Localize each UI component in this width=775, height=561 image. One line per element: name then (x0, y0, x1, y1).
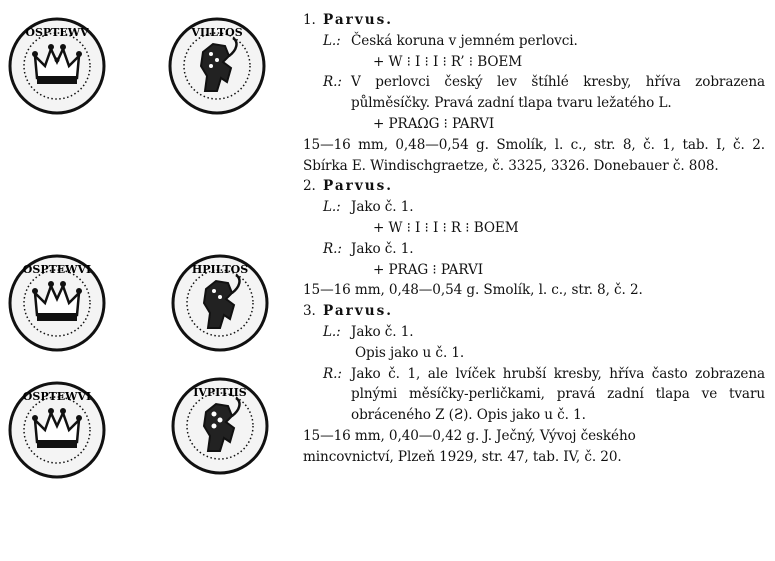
entry-3-obverse (303, 322, 765, 343)
entry-1-obverse (303, 31, 765, 52)
entry-1-obverse-desc: Česká koruna v jemném perlovci. (351, 32, 578, 49)
entry-2-obverse (303, 197, 765, 218)
entry-2-title (303, 176, 765, 197)
entry-1-title (303, 10, 765, 31)
catalogue-text (303, 10, 765, 468)
entry-2-reverse-desc: Jako č. 1. (351, 240, 414, 257)
coin-1-obverse-crown (7, 16, 107, 116)
coin-2-reverse-lion (170, 253, 270, 353)
entry-3-obverse-legend: Opis jako u č. 1. (355, 344, 465, 361)
entry-2-denomination: Parvus. (323, 178, 393, 195)
entry-3-denomination: Parvus. (323, 303, 393, 320)
coin-3-reverse-legend: IVPITIIS (193, 386, 247, 399)
coin-1-reverse-lion (167, 16, 267, 116)
entry-3-obverse-desc: Jako č. 1. (351, 323, 414, 340)
coin-2-obverse-legend: OSPTEWVI (22, 263, 92, 276)
coin-1-obverse-legend: OSPTEWV (25, 26, 89, 39)
entry-3-number: 3. (303, 303, 316, 320)
entry-3-obverse-label: L.: (323, 323, 341, 340)
entry-2-reverse-legend: + PRAG ⁝ PARVI (373, 261, 483, 278)
entry-2-obverse-desc: Jako č. 1. (351, 199, 414, 216)
coin-3-reverse-lion (170, 376, 270, 476)
coin-3-obverse-legend: OSPTEWVI (22, 390, 92, 403)
entry-1-reverse-label: R.: (323, 74, 342, 91)
entry-1-reverse (303, 72, 765, 114)
entry-3-reference-line-2: mincovnictví, Plzeň 1929, str. 47, tab. IV, č. 20. (303, 448, 622, 465)
entry-2-reference: 15—16 mm, 0,48—0,54 g. Smolík, l. c., str. 8, č. 2. (303, 282, 643, 299)
entry-2-reverse-label: R.: (323, 240, 342, 257)
entry-2-obverse-label: L.: (323, 199, 341, 216)
entry-3-reverse (303, 364, 765, 426)
catalogue-entry-1 (303, 10, 765, 176)
entry-1-number: 1. (303, 12, 316, 28)
coin-2-obverse-crown (7, 253, 107, 353)
coin-illustrations (0, 0, 285, 561)
entry-3-reverse-desc: Jako č. 1, ale lvíček hrubší kresby, hříva často zobrazena plnými měsíčky-perličkami, pravá zadní tlapa ve tvaru obráceného Z (Ƨ). Opis jako u č. 1. (351, 365, 765, 424)
entry-3-title (303, 301, 765, 322)
entry-1-denomination: Parvus. (323, 12, 393, 28)
entry-1-reference: 15—16 mm, 0,48—0,54 g. Smolík, l. c., str. 8, č. 1, tab. I, č. 2. Sbírka E. Windischgraetze, č. 3325, 3326. Donebauer č. 808. (303, 136, 765, 174)
coin-3-obverse-crown (7, 380, 107, 480)
coin-2-reverse-legend: HPILTOS (191, 263, 249, 276)
catalogue-entry-2 (303, 176, 765, 301)
entry-1-obverse-legend: + W ⁝ I ⁝ I ⁝ R’ ⁝ BOEM (373, 53, 523, 70)
entry-1-reverse-desc: V perlovci český lev štíhlé kresby, hříva zobrazena půlměsíčky. Pravá zadní tlapa tvaru ležatého L. (351, 74, 765, 112)
coin-1-reverse-legend: VIILTOS (191, 26, 243, 39)
catalogue-entry-3 (303, 301, 765, 467)
entry-1-reverse-legend: + PRAΩG ⁝ PARVI (373, 115, 495, 132)
entry-3-reverse-label: R.: (323, 365, 342, 382)
entry-2-reverse (303, 239, 765, 260)
entry-2-obverse-legend: + W ⁝ I ⁝ I ⁝ R ⁝ BOEM (373, 219, 519, 236)
entry-3-reference-line-1: 15—16 mm, 0,40—0,42 g. J. Ječný, Vývoj českého (303, 427, 636, 444)
entry-1-obverse-label: L.: (323, 32, 341, 49)
entry-2-number: 2. (303, 178, 316, 195)
